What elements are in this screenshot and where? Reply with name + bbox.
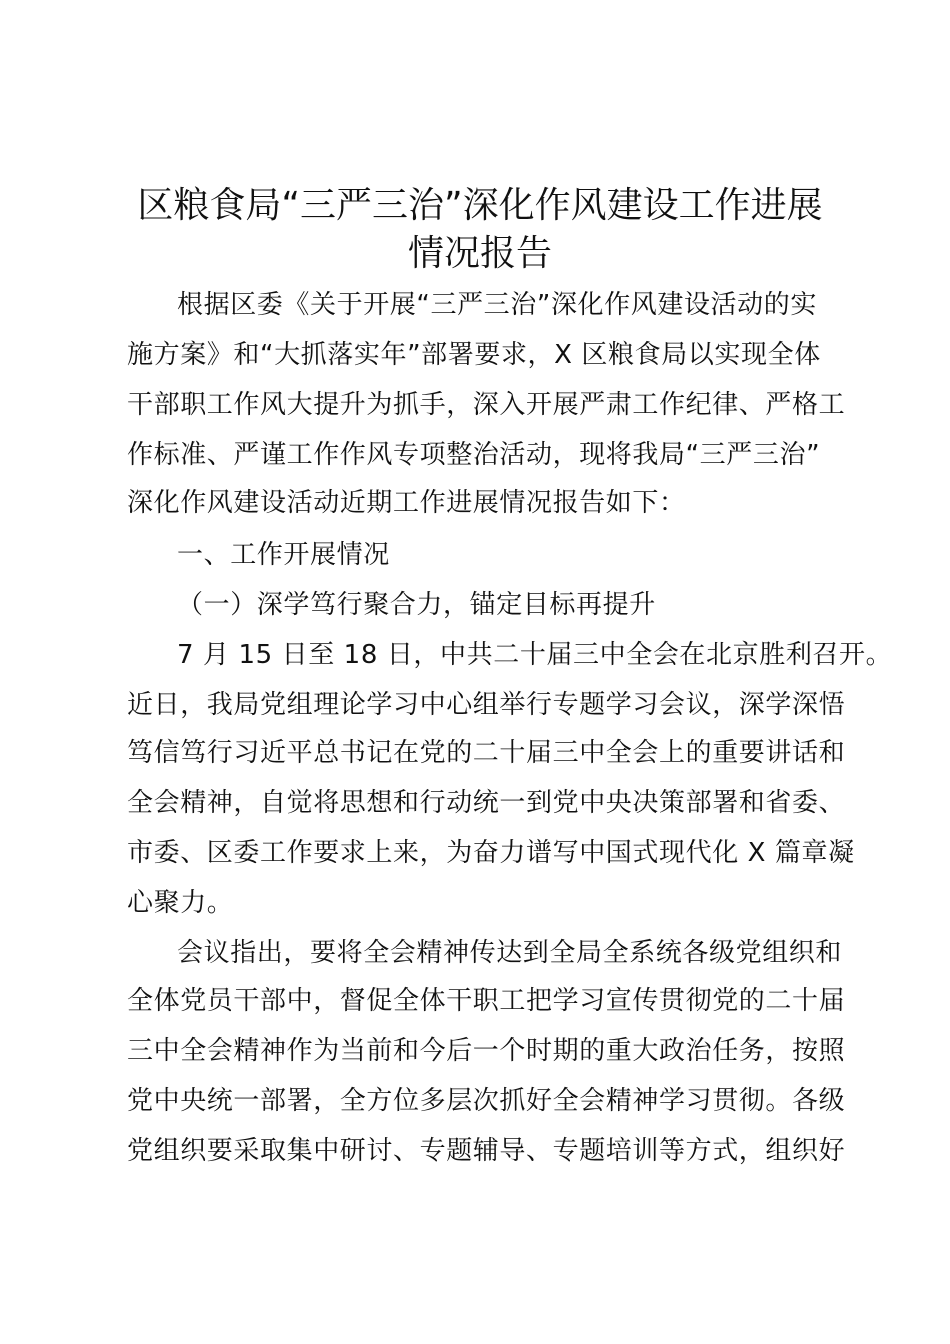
- paragraph-line: 市委、区委工作要求上来，为奋力谱写中国式现代化 X 篇章凝: [127, 838, 855, 868]
- paragraph-line: 会议指出，要将全会精神传达到全局全系统各级党组织和: [177, 938, 843, 968]
- paragraph-line: 三中全会精神作为当前和今后一个时期的重大政治任务，按照: [127, 1036, 846, 1066]
- section-heading: 一、工作开展情况: [177, 540, 390, 570]
- paragraph-line: 笃信笃行习近平总书记在党的二十届三中全会上的重要讲话和: [127, 738, 846, 768]
- paragraph-line: 党中央统一部署，全方位多层次抓好全会精神学习贯彻。各级: [127, 1086, 846, 1116]
- paragraph-line: 全会精神，自觉将思想和行动统一到党中央决策部署和省委、: [127, 788, 846, 818]
- paragraph-line: 作标准、严谨工作作风专项整治活动，现将我局“三严三治”: [127, 440, 821, 470]
- paragraph-line: 全体党员干部中，督促全体干职工把学习宣传贯彻党的二十届: [127, 986, 846, 1016]
- paragraph-line: 近日，我局党组理论学习中心组举行专题学习会议，深学深悟: [127, 690, 846, 720]
- subsection-heading: （一）深学笃行聚合力，锚定目标再提升: [177, 590, 656, 620]
- paragraph-line: 根据区委《关于开展“三严三治”深化作风建设活动的实: [177, 290, 817, 320]
- paragraph-line: 干部职工作风大提升为抓手，深入开展严肃工作纪律、严格工: [127, 390, 846, 420]
- paragraph-line: 党组织要采取集中研讨、专题辅导、专题培训等方式，组织好: [127, 1136, 846, 1166]
- document-title-line-1: 区粮食局“三严三治”深化作风建设工作进展: [137, 185, 823, 226]
- paragraph-line: 深化作风建设活动近期工作进展情况报告如下：: [127, 488, 686, 518]
- paragraph-line: 心聚力。: [127, 888, 234, 918]
- document-title-line-2: 情况报告: [407, 233, 552, 274]
- paragraph-line: 7 月 15 日至 18 日，中共二十届三中全会在北京胜利召开。: [177, 640, 893, 670]
- paragraph-line: 施方案》和“大抓落实年”部署要求，X 区粮食局以实现全体: [127, 340, 821, 370]
